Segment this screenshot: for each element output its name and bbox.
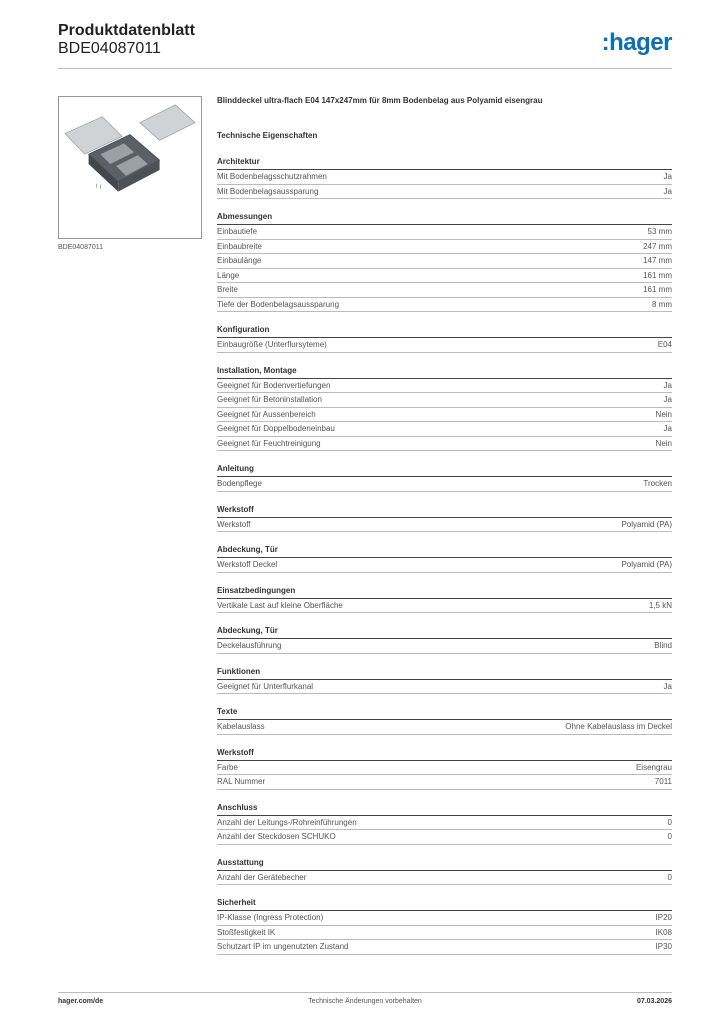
spec-section [217,464,672,492]
spec-section [217,626,672,654]
section-title: Werkstoff [217,748,672,761]
product-illustration [59,97,201,238]
spec-label: Geeignet für Aussenbereich [217,409,316,419]
spec-value: E04 [657,340,672,349]
section-title: Funktionen [217,667,672,680]
spec-value: Ja [663,186,672,196]
spec-row [217,830,672,845]
spec-row [217,170,672,185]
section-title: Sicherheit [217,898,672,911]
spec-row [217,254,672,269]
section-title: Werkstoff [217,505,672,518]
spec-value: Ohne Kabelauslass im Deckel [565,722,672,731]
spec-value: 147 mm [643,256,672,265]
spec-row [217,558,672,573]
spec-value: Ja [663,380,672,390]
spec-value: 8 mm [652,299,672,309]
spec-row [217,761,672,776]
spec-row [217,379,672,394]
spec-value: 0 [667,832,672,841]
spec-value: 161 mm [643,285,672,294]
spec-section [217,212,672,312]
hager-logo: :hager [601,29,672,56]
spec-label: RAL Nummer [217,777,266,786]
page-header [58,22,672,70]
spec-label: Anzahl der Gerätebecher [217,872,307,882]
spec-value: Ja [663,172,672,181]
section-title: Einsatzbedingungen [217,586,672,599]
spec-row [217,269,672,284]
spec-row [217,283,672,298]
spec-value: 0 [667,872,672,882]
section-title: Texte [217,707,672,720]
spec-row [217,926,672,941]
spec-value: Blind [654,641,672,650]
spec-label: IP-Klasse (Ingress Protection) [217,913,324,922]
spec-value: Polyamid (PA) [621,519,672,529]
section-title: Konfiguration [217,325,672,338]
spec-row [217,393,672,408]
spec-value: IP20 [655,913,672,922]
footer-divider [58,992,672,993]
spec-row [217,298,672,313]
image-caption: BDE04087011 [58,244,104,251]
spec-label: Tiefe der Bodenbelagsaussparung [217,299,340,309]
spec-value: Trocken [643,479,672,488]
spec-value: 7011 [654,777,672,786]
document-number: BDE04087011 [58,40,161,57]
spec-label: Stoßfestigkeit IK [217,927,276,937]
spec-value: IK08 [655,927,672,937]
spec-row [217,477,672,492]
spec-row [217,871,672,886]
spec-sections [217,157,672,955]
section-title: Abmessungen [217,212,672,225]
section-title: Anleitung [217,464,672,477]
spec-label: Geeignet für Doppelbodeneinbau [217,424,335,433]
spec-section [217,157,672,199]
spec-row [217,816,672,831]
spec-value: 247 mm [643,241,672,251]
spec-label: Geeignet für Feuchtreinigung [217,438,321,448]
spec-value: 1,5 kN [648,600,672,610]
spec-row [217,338,672,353]
spec-label: Geeignet für Bodenvertiefungen [217,380,331,390]
spec-row [217,599,672,614]
spec-section [217,366,672,452]
spec-label: Einbaubreite [217,241,262,251]
section-title: Ausstattung [217,858,672,871]
spec-section [217,505,672,533]
spec-label: Einbaugröße (Unterflursyteme) [217,340,327,349]
section-title: Abdeckung, Tür [217,626,672,639]
spec-value: 53 mm [647,227,672,236]
spec-label: Kabelauslass [217,722,265,731]
spec-label: Werkstoff [217,519,251,529]
spec-label: Einbaulänge [217,256,262,265]
section-title: Installation, Montage [217,366,672,379]
spec-section [217,586,672,614]
spec-row [217,680,672,695]
product-image [58,96,202,239]
spec-label: Deckelausführung [217,641,282,650]
spec-label: Werkstoff Deckel [217,560,278,569]
spec-label: Bodenpflege [217,479,262,488]
spec-label: Länge [217,270,240,280]
spec-label: Vertikale Last auf kleine Oberfläche [217,600,343,610]
section-title: Abdeckung, Tür [217,545,672,558]
spec-section [217,667,672,695]
spec-label: Mit Bodenbelagsschutzrahmen [217,172,327,181]
spec-row [217,518,672,533]
technical-properties-title: Technische Eigenschaften [217,131,318,140]
spec-value: 0 [667,817,672,827]
footer-website: hager.com/de [58,998,104,1005]
spec-value: Polyamid (PA) [621,560,672,569]
spec-label: Geeignet für Betoninstallation [217,395,322,404]
section-title: Anschluss [217,803,672,816]
spec-section [217,707,672,735]
spec-label: Schutzart IP im ungenutzten Zustand [217,942,349,951]
page-title: Produktdatenblatt [58,22,195,39]
spec-row [217,225,672,240]
spec-row [217,720,672,735]
product-name: Blinddeckel ultra-flach E04 147x247mm für 8mm Bodenbelag aus Polyamid eisengrau [217,96,543,105]
spec-value: Nein [655,409,672,419]
spec-row [217,775,672,790]
spec-section [217,748,672,790]
spec-content [217,96,672,955]
spec-row [217,240,672,255]
spec-value: Ja [663,395,672,404]
footer-notice: Technische Änderungen vorbehalten [308,998,422,1005]
spec-section [217,325,672,353]
spec-row [217,408,672,423]
spec-value: Ja [663,681,672,691]
spec-row [217,422,672,437]
spec-row [217,940,672,955]
section-title: Architektur [217,157,672,170]
spec-row [217,185,672,200]
spec-row [217,911,672,926]
spec-row [217,437,672,452]
spec-label: Breite [217,285,238,294]
spec-value: Nein [655,438,672,448]
spec-section [217,898,672,955]
spec-value: Ja [663,424,672,433]
spec-label: Farbe [217,762,238,772]
spec-section [217,858,672,886]
spec-label: Anzahl der Steckdosen SCHUKO [217,832,336,841]
spec-row [217,639,672,654]
spec-label: Geeignet für Unterflurkanal [217,681,314,691]
spec-label: Anzahl der Leitungs-/Rohreinführungen [217,817,357,827]
spec-section [217,803,672,845]
spec-value: Eisengrau [635,762,672,772]
footer-date: 07.03.2026 [636,998,672,1005]
spec-value: 161 mm [643,270,672,280]
spec-value: IP30 [655,942,672,951]
spec-section [217,545,672,573]
spec-label: Mit Bodenbelagsaussparung [217,186,319,196]
spec-label: Einbautiefe [217,227,258,236]
header-divider [58,68,672,69]
